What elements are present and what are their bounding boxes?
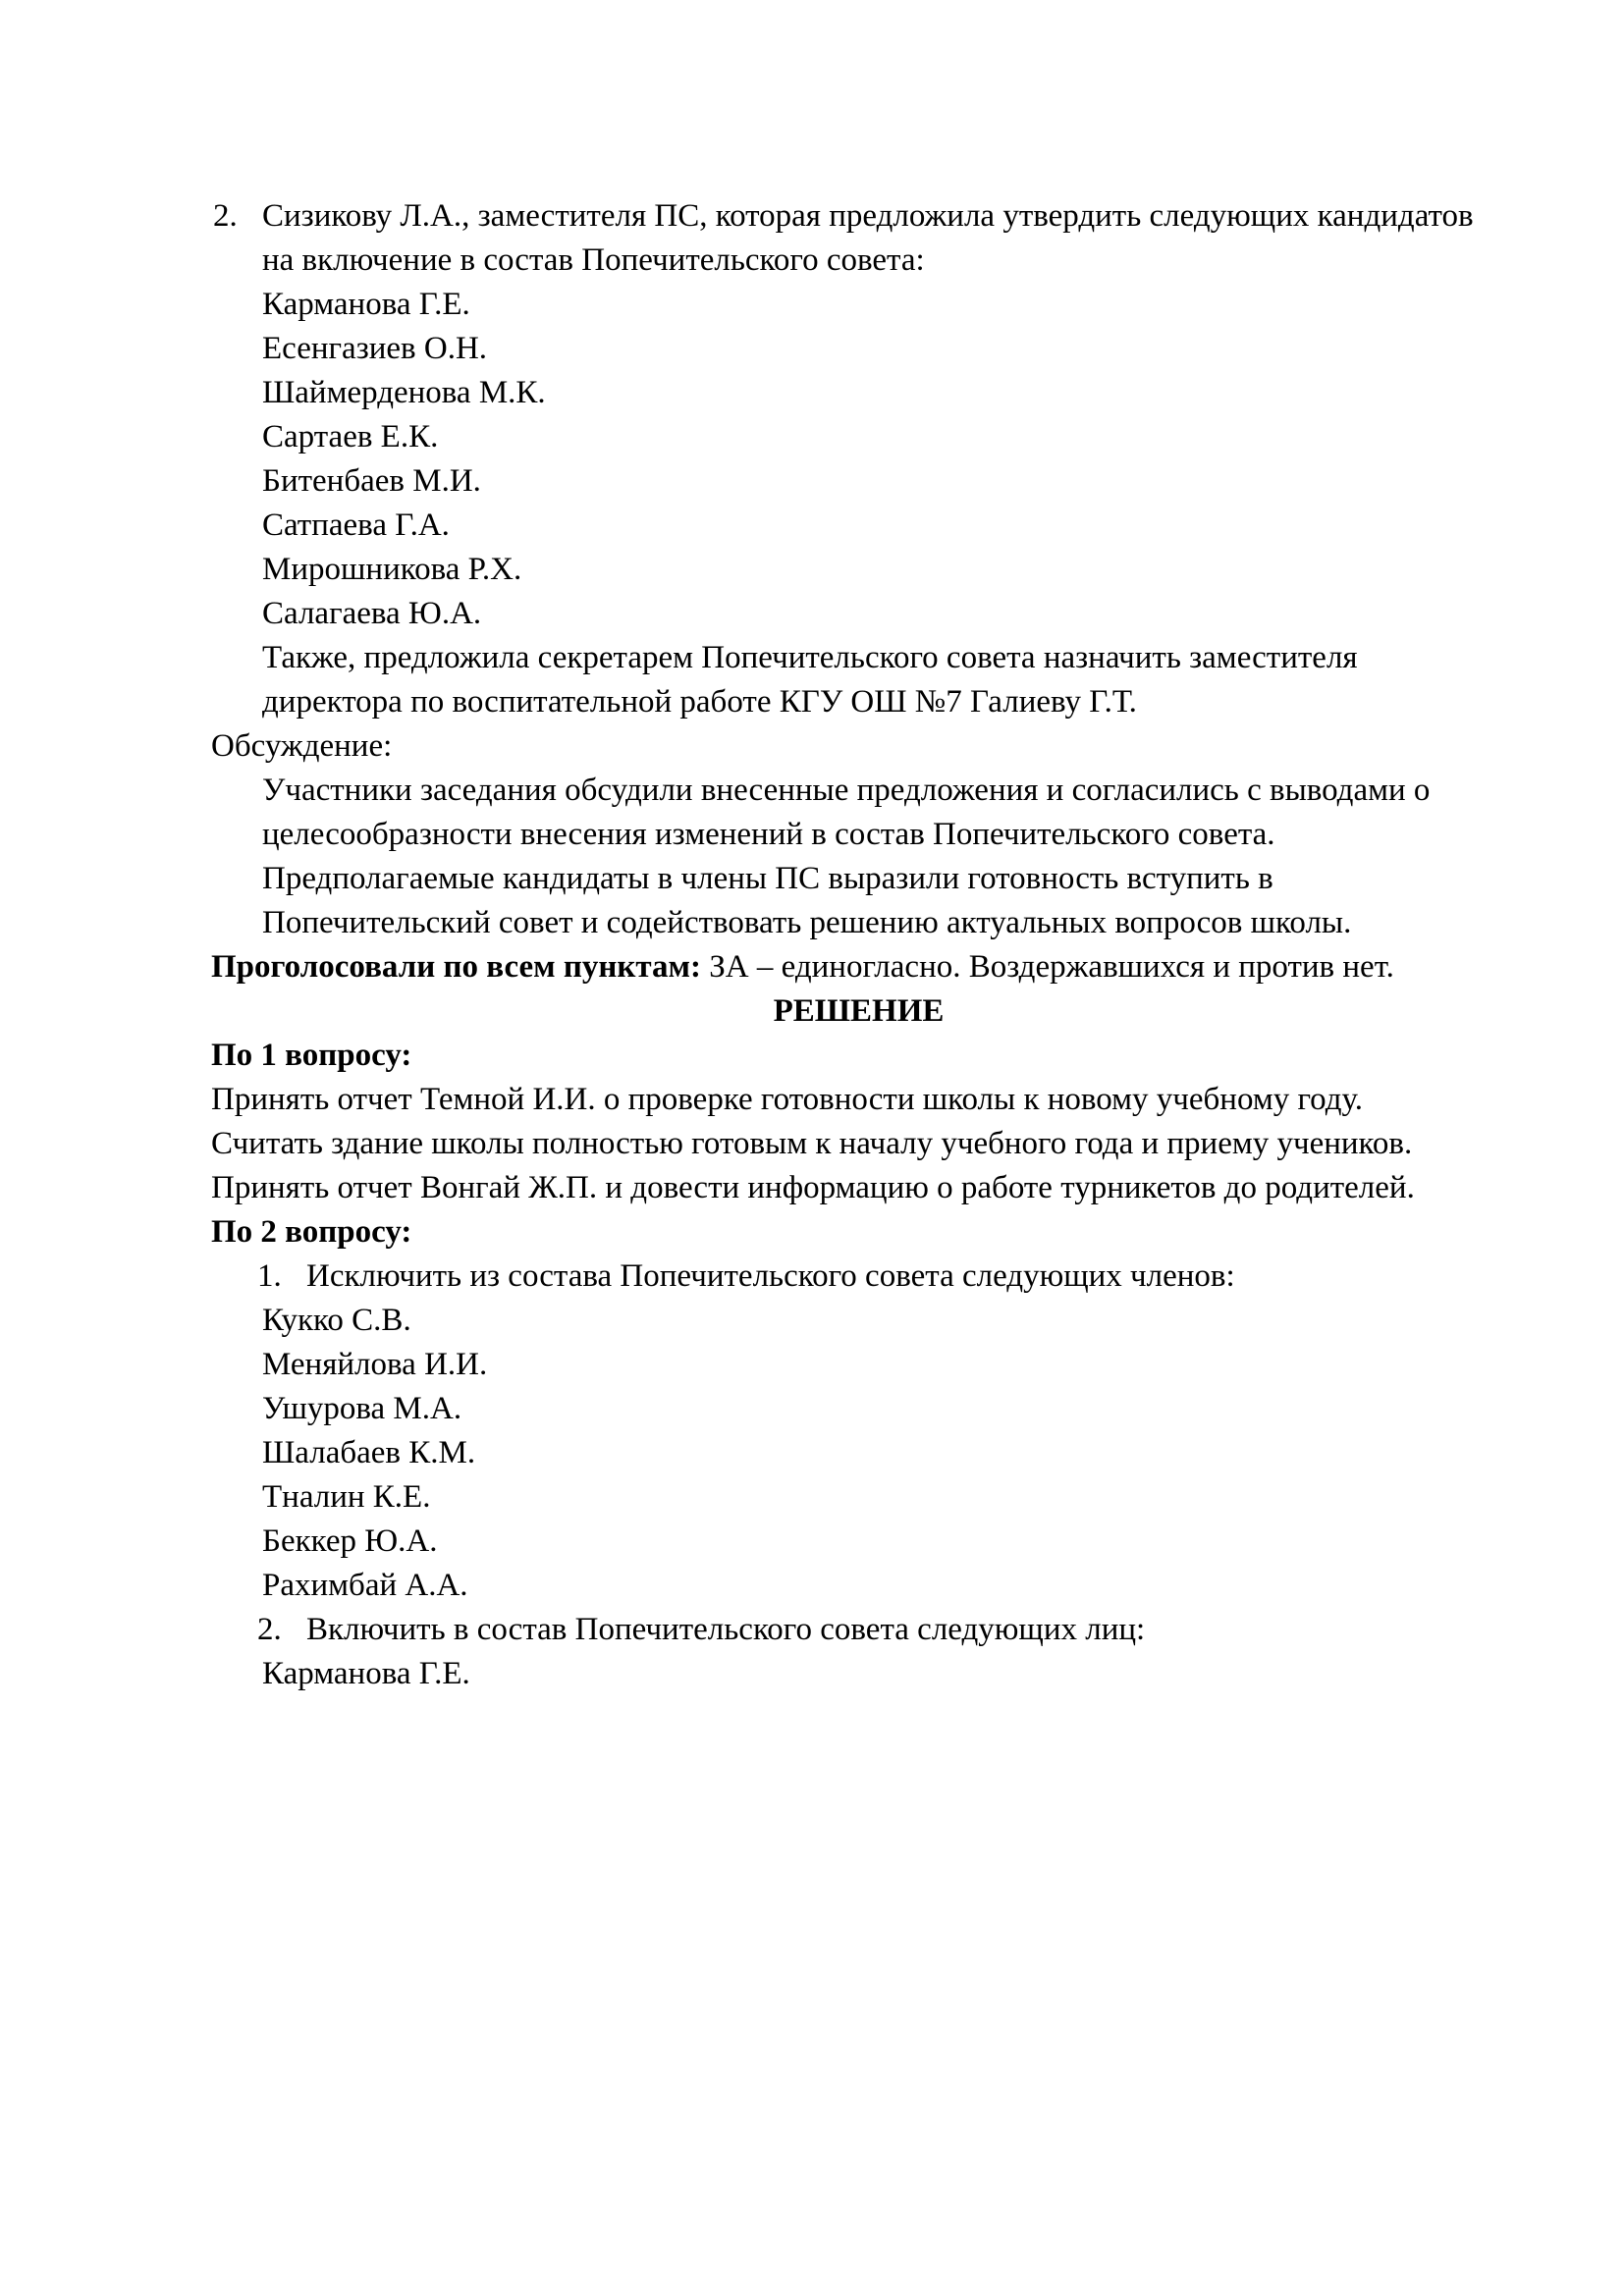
agenda-item-line: на включение в состав Попечительского совета: (262, 242, 925, 278)
discussion-heading: Обсуждение: (211, 728, 393, 764)
candidate-name: Карманова Г.Е. (262, 287, 470, 322)
question1-heading: По 1 вопросу: (211, 1038, 412, 1073)
agenda-item-line: Сизикову Л.А., заместителя ПС, которая предложила утвердить следующих кандидатов (262, 198, 1474, 234)
question2-item-exclude (211, 1255, 1506, 1299)
decision-title: РЕШЕНИЕ (773, 993, 945, 1029)
excluded-member-name: Шалабаев К.М. (262, 1435, 476, 1470)
excluded-member-name: Ушурова М.А. (262, 1391, 462, 1426)
discussion-paragraph-line: Попечительский совет и содействовать решению актуальных вопросов школы. (262, 905, 1352, 940)
discussion-paragraph-line: целесообразности внесения изменений в состав Попечительского совета. (262, 817, 1275, 852)
candidate-name: Битенбаев М.И. (262, 463, 481, 499)
secretary-proposal-line: директора по воспитательной работе КГУ ОШ №7 Галиеву Г.Т. (262, 684, 1137, 720)
question2-item-text: Включить в состав Попечительского совета следующих лиц: (306, 1612, 1146, 1647)
candidate-name: Шаймерденова М.К. (262, 375, 546, 410)
discussion-paragraph-line: Участники заседания обсудили внесенные предложения и согласились с выводами о (262, 773, 1431, 808)
secretary-proposal-line: Также, предложила секретарем Попечительского совета назначить заместителя (262, 640, 1358, 675)
vote-summary-result: ЗА – единогласно. Воздержавшихся и против нет. (701, 949, 1394, 985)
included-member-name: Карманова Г.Е. (262, 1656, 470, 1691)
candidate-name: Мирошникова Р.Х. (262, 552, 522, 587)
candidate-name: Сартаев Е.К. (262, 419, 439, 454)
agenda-item (211, 194, 1506, 239)
excluded-member-name: Тналин К.Е. (262, 1479, 431, 1515)
discussion-paragraph-line: Предполагаемые кандидаты в члены ПС выразили готовность вступить в (262, 861, 1273, 896)
question2-item-text: Исключить из состава Попечительского совета следующих членов: (306, 1258, 1235, 1294)
question1-line: Принять отчет Темной И.И. о проверке готовности школы к новому учебному году. (211, 1082, 1363, 1117)
candidate-name: Есенгазиев О.Н. (262, 331, 488, 366)
question1-line: Считать здание школы полностью готовым к началу учебного года и приему учеников. (211, 1126, 1413, 1161)
excluded-member-name: Рахимбай А.А. (262, 1568, 468, 1603)
excluded-member-name: Беккер Ю.А. (262, 1523, 438, 1559)
agenda-item-number: 2. (213, 198, 238, 234)
candidate-name: Салагаева Ю.А. (262, 596, 482, 631)
vote-summary (211, 945, 1506, 989)
question2-item-number: 1. (257, 1258, 282, 1294)
question2-item-include (211, 1608, 1506, 1652)
question2-item-number: 2. (257, 1612, 282, 1647)
excluded-member-name: Кукко С.В. (262, 1303, 411, 1338)
excluded-member-name: Меняйлова И.И. (262, 1347, 488, 1382)
vote-summary-label: Проголосовали по всем пунктам: (211, 949, 702, 985)
question2-heading: По 2 вопросу: (211, 1214, 412, 1250)
question1-line: Принять отчет Вонгай Ж.П. и довести информацию о работе турникетов до родителей. (211, 1170, 1415, 1205)
candidate-name: Сатпаева Г.А. (262, 507, 450, 543)
